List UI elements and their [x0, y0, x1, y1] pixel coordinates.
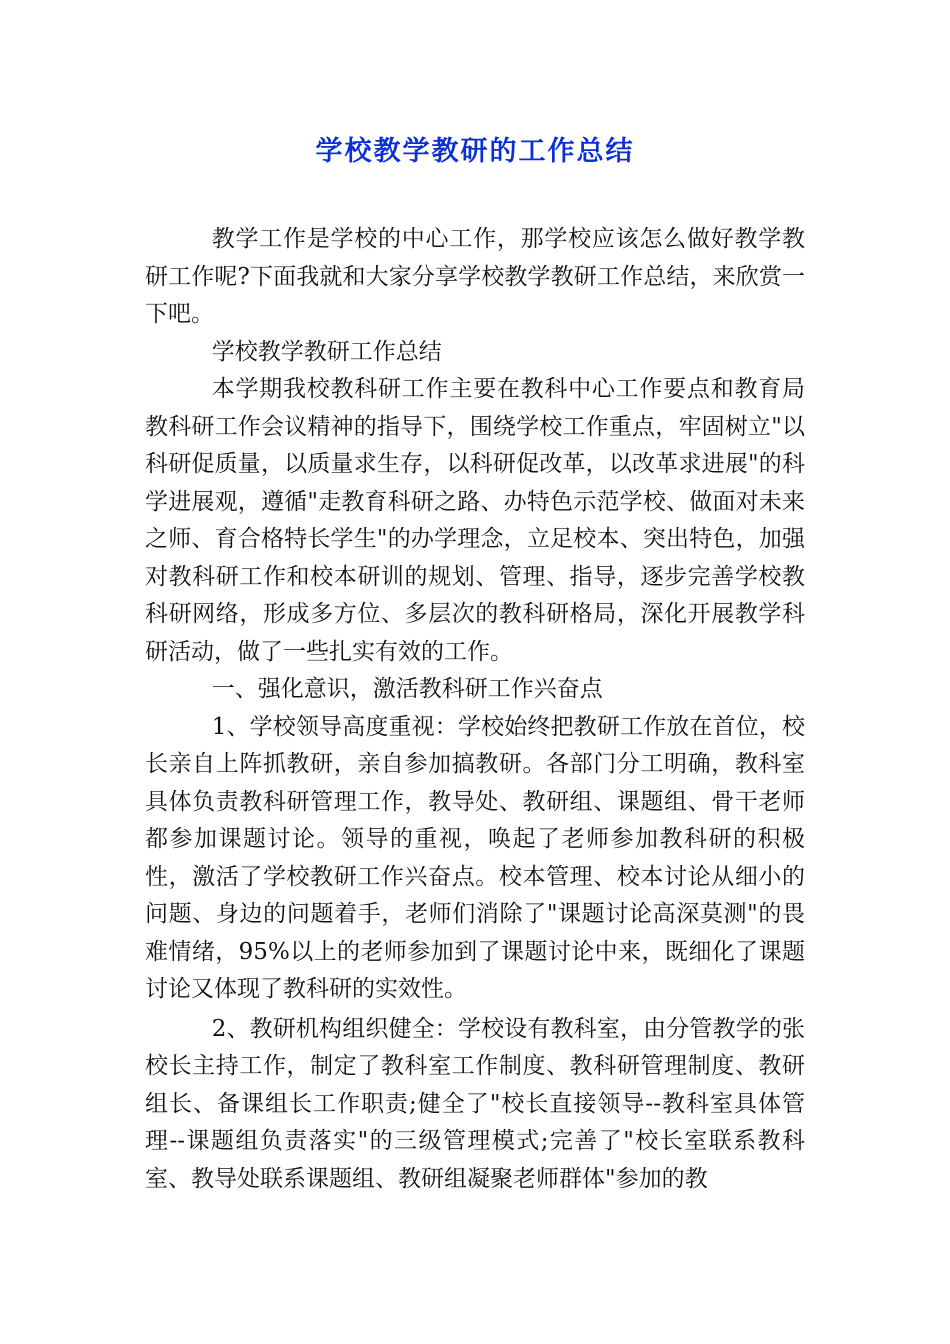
- paragraph-point-1: 1、学校领导高度重视：学校始终把教研工作放在首位，校长亲自上阵抓教研，亲自参加搞教研。各部门分工明确，教科室具体负责教科研管理工作，教导处、教研组、课题组、骨干老师都参加课题讨论。领导的重视，唤起了老师参加教科研的积极性，激活了学校教研工作兴奋点。校本管理、校本讨论从细小的问题、身边的问题着手，老师们消除了"课题讨论高深莫测"的畏难情绪，95%以上的老师参加到了课题讨论中来，既细化了课题讨论又体现了教科研的实效性。: [145, 713, 805, 1002]
- paragraph-intro: 教学工作是学校的中心工作，那学校应该怎么做好教学教研工作呢?下面我就和大家分享学校教学教研工作总结，来欣赏一下吧。: [145, 226, 805, 327]
- document-title: 学校教学教研的工作总结: [315, 136, 635, 167]
- document-body: [145, 221, 805, 1198]
- paragraph-point-2: 2、教研机构组织健全：学校设有教科室，由分管教学的张校长主持工作，制定了教科室工作制度、教科研管理制度、教研组长、备课组长工作职责;健全了"校长直接领导--教科室具体管理--课题组负责落实"的三级管理模式;完善了"校长室联系教科室、教导处联系课题组、教研组凝聚老师群体"参加的教: [145, 1015, 805, 1192]
- paragraph-overview: 本学期我校教科研工作主要在教科中心工作要点和教育局教科研工作会议精神的指导下，围绕学校工作重点，牢固树立"以科研促质量，以质量求生存，以科研促改革，以改革求进展"的科学进展观，遵循"走教育科研之路、办特色示范学校、做面对未来之师、育合格特长学生"的办学理念，立足校本、突出特色，加强对教科研工作和校本研训的规划、管理、指导，逐步完善学校教科研网络，形成多方位、多层次的教科研格局，深化开展教学科研活动，做了一些扎实有效的工作。: [145, 376, 805, 665]
- paragraph-subtitle: 学校教学教研工作总结: [211, 338, 442, 365]
- section-heading-1: 一、强化意识，激活教科研工作兴奋点: [211, 676, 603, 702]
